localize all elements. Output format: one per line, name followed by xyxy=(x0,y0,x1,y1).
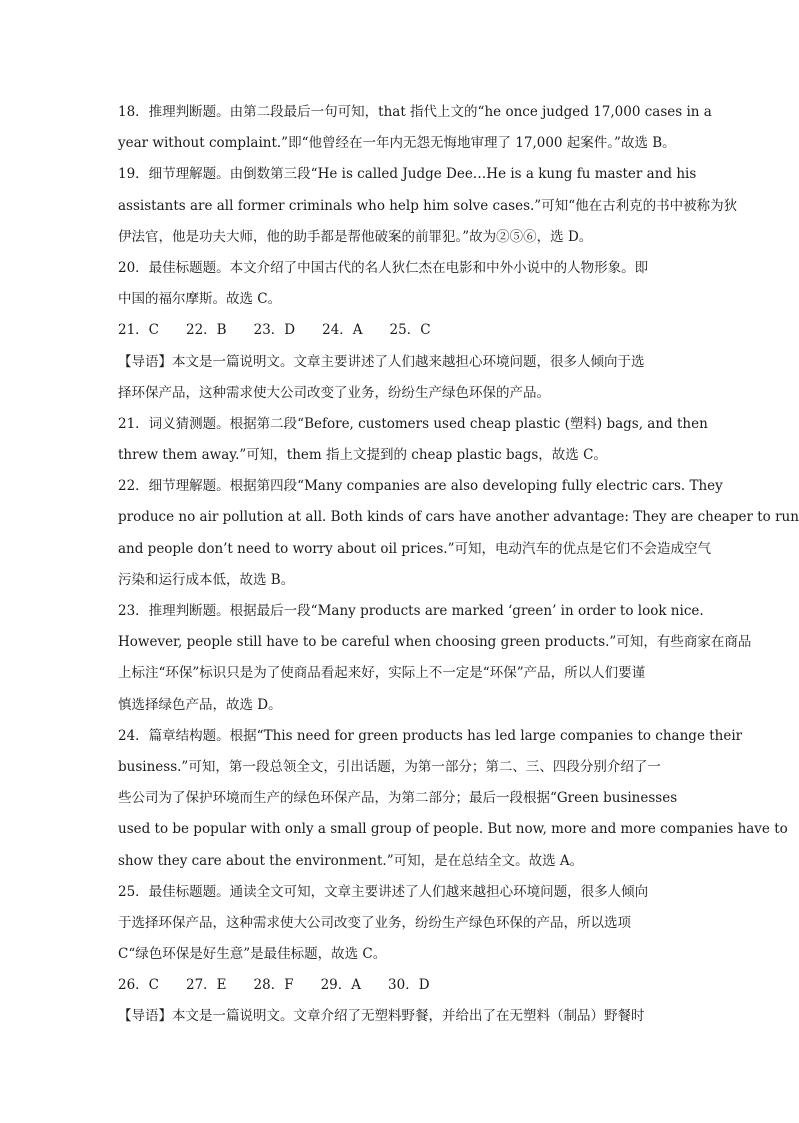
text-line: business.”可知，第一段总领全文，引出话题，为第一部分；第二、三、四段分别介绍了一 xyxy=(118,758,661,775)
text-line: 【导语】本文是一篇说明文。文章主要讲述了人们越来越担心环境问题，很多人倾向于选 xyxy=(118,353,645,370)
text-line: year without complaint.”即“他曾经在一年内无怨无悔地审理了 17,000 起案件。”故选 B。 xyxy=(118,135,676,152)
text-line: 25．最佳标题题。通读全文可知，文章主要讲述了人们越来越担心环境问题，很多人倾向 xyxy=(118,883,649,900)
text-line: 中国的福尔摩斯。故选 C。 xyxy=(118,291,282,308)
text-line: 择环保产品，这种需求使大公司改变了业务，纷纷生产绿色环保的产品。 xyxy=(118,384,550,401)
text-line: and people don’t need to worry about oil prices.”可知，电动汽车的优点是它们不会造成空气 xyxy=(118,540,711,557)
text-line: assistants are all former criminals who help him solve cases.”可知“他在古利克的书中被称为狄 xyxy=(118,197,738,214)
text-line: 伊法官，他是功夫大师，他的助手都是帮他破案的前罪犯。”故为②⑤⑥，选 D。 xyxy=(118,228,593,245)
text-line: However, people still have to be careful when choosing green products.”可知，有些商家在商品 xyxy=(118,634,752,651)
text-line: C“绿色环保是好生意”是最佳标题，故选 C。 xyxy=(118,946,387,963)
text-line: show they care about the environment.”可知，是在总结全文。故选 A。 xyxy=(118,852,584,869)
text-line: 19．细节理解题。由倒数第三段“He is called Judge Dee…He is a kung fu master and his xyxy=(118,166,697,183)
text-line: threw them away.”可知，them 指上文提到的 cheap plastic bags，故选 C。 xyxy=(118,447,607,464)
text-line: 18．推理判断题。由第二段最后一句可知，that 指代上文的“he once judged 17,000 cases in a xyxy=(118,104,712,120)
text-line: 污染和运行成本低，故选 B。 xyxy=(118,571,295,588)
answer-key-line: 26．C 27．E 28．F 29．A 30．D xyxy=(118,977,430,994)
text-line: 【导语】本文是一篇说明文。文章介绍了无塑料野餐，并给出了在无塑料（制品）野餐时 xyxy=(118,1008,645,1025)
text-line: 24．篇章结构题。根据“This need for green products has led large companies to change their xyxy=(118,727,743,744)
text-line: 上标注“环保”标识只是为了使商品看起来好，实际上不一定是“环保”产品，所以人们要谨 xyxy=(118,665,646,682)
text-line: 慎选择绿色产品，故选 D。 xyxy=(118,696,282,713)
answer-key-line: 21．C 22．B 23．D 24．A 25．C xyxy=(118,322,431,339)
answer-explanation-page xyxy=(118,97,799,1033)
text-line: produce no air pollution at all. Both kinds of cars have another advantage: They are cheaper to run xyxy=(118,509,799,526)
text-line: 21．词义猜测题。根据第二段“Before, customers used cheap plastic (塑料) bags, and then xyxy=(118,415,708,432)
text-line: 些公司为了保护环境而生产的绿色环保产品，为第二部分；最后一段根据“Green businesses xyxy=(118,790,678,807)
text-line: 22．细节理解题。根据第四段“Many companies are also developing fully electric cars. They xyxy=(118,478,723,495)
text-line: used to be popular with only a small group of people. But now, more and more companies have to xyxy=(118,821,788,838)
text-line: 于选择环保产品，这种需求使大公司改变了业务，纷纷生产绿色环保的产品，所以选项 xyxy=(118,914,631,931)
text-line: 23．推理判断题。根据最后一段“Many products are marked ‘green’ in order to look nice. xyxy=(118,603,704,619)
text-line: 20．最佳标题题。本文介绍了中国古代的名人狄仁杰在电影和中外小说中的人物形象。即 xyxy=(118,259,649,276)
